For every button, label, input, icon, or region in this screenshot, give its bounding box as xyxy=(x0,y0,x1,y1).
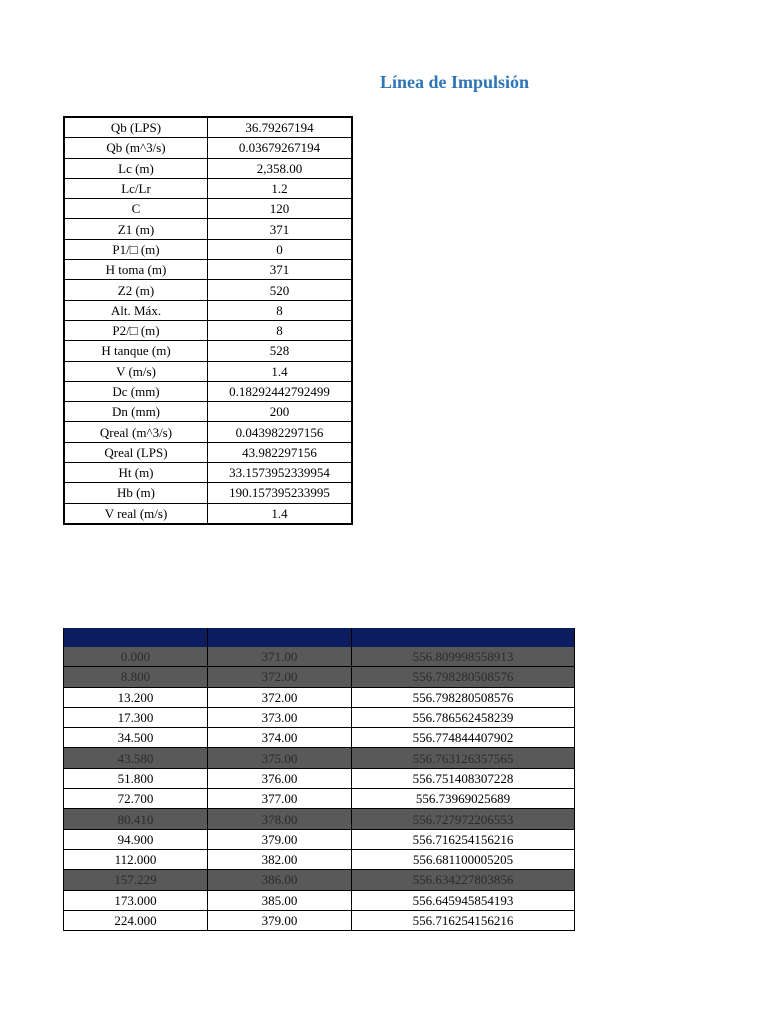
table-row xyxy=(64,768,575,788)
param-row xyxy=(64,178,352,198)
razante-cell: 379.00 xyxy=(208,910,352,930)
param-row xyxy=(64,503,352,524)
progresiva-cell: 0.000 xyxy=(64,647,208,667)
table-row xyxy=(64,849,575,869)
progresiva-cell: 51.800 xyxy=(64,768,208,788)
progresiva-cell: 13.200 xyxy=(64,687,208,707)
table-row xyxy=(64,789,575,809)
param-value: 520 xyxy=(208,280,353,300)
param-value: 200 xyxy=(208,402,353,422)
param-label: Qreal (m^3/s) xyxy=(64,422,208,442)
param-label: Qreal (LPS) xyxy=(64,442,208,462)
param-label: V real (m/s) xyxy=(64,503,208,524)
param-row xyxy=(64,483,352,503)
table-row xyxy=(64,829,575,849)
param-row xyxy=(64,280,352,300)
param-value: 8 xyxy=(208,300,353,320)
param-label: Z1 (m) xyxy=(64,219,208,239)
table-row xyxy=(64,748,575,768)
razante-cell: 372.00 xyxy=(208,667,352,687)
progresiva-cell: 72.700 xyxy=(64,789,208,809)
param-label: C xyxy=(64,199,208,219)
param-row xyxy=(64,199,352,219)
param-label: P2/□ (m) xyxy=(64,320,208,340)
razante-cell: 382.00 xyxy=(208,849,352,869)
razante-cell: 372.00 xyxy=(208,687,352,707)
table-row xyxy=(64,647,575,667)
param-value: 2,358.00 xyxy=(208,158,353,178)
param-value: 0.03679267194 xyxy=(208,138,353,158)
piezometrica-cell: 556.774844407902 xyxy=(352,728,575,748)
param-label: Dc (mm) xyxy=(64,381,208,401)
header-progresiva: PROGRESIVA (m) xyxy=(64,628,208,647)
param-value: 43.982297156 xyxy=(208,442,353,462)
param-value: 33.1573952339954 xyxy=(208,463,353,483)
param-row xyxy=(64,402,352,422)
param-value: 0.043982297156 xyxy=(208,422,353,442)
param-label: Ht (m) xyxy=(64,463,208,483)
page-title: Línea de Impulsión xyxy=(380,72,530,92)
param-row xyxy=(64,300,352,320)
piezometrica-cell: 556.751408307228 xyxy=(352,768,575,788)
progresiva-cell: 224.000 xyxy=(64,910,208,930)
piezometrica-cell: 556.645945854193 xyxy=(352,890,575,910)
param-label: Z2 (m) xyxy=(64,280,208,300)
piezometrica-cell: 556.809998558913 xyxy=(352,647,575,667)
param-value: 371 xyxy=(208,260,353,280)
param-value: 371 xyxy=(208,219,353,239)
param-value: 0.18292442792499 xyxy=(208,381,353,401)
table-row xyxy=(64,707,575,727)
profile-header-row xyxy=(64,628,575,647)
param-label: Dn (mm) xyxy=(64,402,208,422)
param-row xyxy=(64,381,352,401)
piezometrica-cell: 556.681100005205 xyxy=(352,849,575,869)
param-row xyxy=(64,158,352,178)
param-row xyxy=(64,219,352,239)
param-label: Lc/Lr xyxy=(64,178,208,198)
progresiva-cell: 17.300 xyxy=(64,707,208,727)
param-value: 1.2 xyxy=(208,178,353,198)
razante-cell: 386.00 xyxy=(208,870,352,890)
param-label: P1/□ (m) xyxy=(64,239,208,259)
header-razante: RAZANTE (m) xyxy=(208,628,352,647)
table-row xyxy=(64,728,575,748)
razante-cell: 375.00 xyxy=(208,748,352,768)
param-value: 120 xyxy=(208,199,353,219)
param-label: H tanque (m) xyxy=(64,341,208,361)
table-row xyxy=(64,687,575,707)
param-row xyxy=(64,320,352,340)
param-label: Hb (m) xyxy=(64,483,208,503)
param-value: 0 xyxy=(208,239,353,259)
param-value: 36.79267194 xyxy=(208,117,353,138)
parameters-table xyxy=(63,116,353,525)
piezometrica-cell: 556.786562458239 xyxy=(352,707,575,727)
param-row xyxy=(64,239,352,259)
param-row xyxy=(64,138,352,158)
param-label: V (m/s) xyxy=(64,361,208,381)
piezometrica-cell: 556.763126357565 xyxy=(352,748,575,768)
table-row xyxy=(64,890,575,910)
razante-cell: 374.00 xyxy=(208,728,352,748)
progresiva-cell: 112.000 xyxy=(64,849,208,869)
param-label: Qb (m^3/s) xyxy=(64,138,208,158)
profile-table xyxy=(63,628,575,931)
param-row xyxy=(64,422,352,442)
param-value: 190.157395233995 xyxy=(208,483,353,503)
table-row xyxy=(64,910,575,930)
param-label: H toma (m) xyxy=(64,260,208,280)
table-row xyxy=(64,667,575,687)
razante-cell: 377.00 xyxy=(208,789,352,809)
param-row xyxy=(64,117,352,138)
piezometrica-cell: 556.634227803856 xyxy=(352,870,575,890)
table-row xyxy=(64,809,575,829)
razante-cell: 385.00 xyxy=(208,890,352,910)
razante-cell: 379.00 xyxy=(208,829,352,849)
param-row xyxy=(64,361,352,381)
header-piezometrica: PIEZOMÉTRICA DINÁMICA xyxy=(352,628,575,647)
param-value: 8 xyxy=(208,320,353,340)
razante-cell: 373.00 xyxy=(208,707,352,727)
param-value: 1.4 xyxy=(208,503,353,524)
progresiva-cell: 43.580 xyxy=(64,748,208,768)
param-value: 528 xyxy=(208,341,353,361)
piezometrica-cell: 556.798280508576 xyxy=(352,687,575,707)
piezometrica-cell: 556.716254156216 xyxy=(352,910,575,930)
razante-cell: 376.00 xyxy=(208,768,352,788)
param-row xyxy=(64,260,352,280)
piezometrica-cell: 556.716254156216 xyxy=(352,829,575,849)
razante-cell: 371.00 xyxy=(208,647,352,667)
piezometrica-cell: 556.798280508576 xyxy=(352,667,575,687)
param-row xyxy=(64,341,352,361)
progresiva-cell: 157.229 xyxy=(64,870,208,890)
progresiva-cell: 34.500 xyxy=(64,728,208,748)
table-row xyxy=(64,870,575,890)
piezometrica-cell: 556.73969025689 xyxy=(352,789,575,809)
progresiva-cell: 80.410 xyxy=(64,809,208,829)
param-label: Lc (m) xyxy=(64,158,208,178)
razante-cell: 378.00 xyxy=(208,809,352,829)
param-value: 1.4 xyxy=(208,361,353,381)
param-label: Qb (LPS) xyxy=(64,117,208,138)
progresiva-cell: 94.900 xyxy=(64,829,208,849)
progresiva-cell: 173.000 xyxy=(64,890,208,910)
param-row xyxy=(64,442,352,462)
param-row xyxy=(64,463,352,483)
param-label: Alt. Máx. xyxy=(64,300,208,320)
piezometrica-cell: 556.727972206553 xyxy=(352,809,575,829)
progresiva-cell: 8.800 xyxy=(64,667,208,687)
